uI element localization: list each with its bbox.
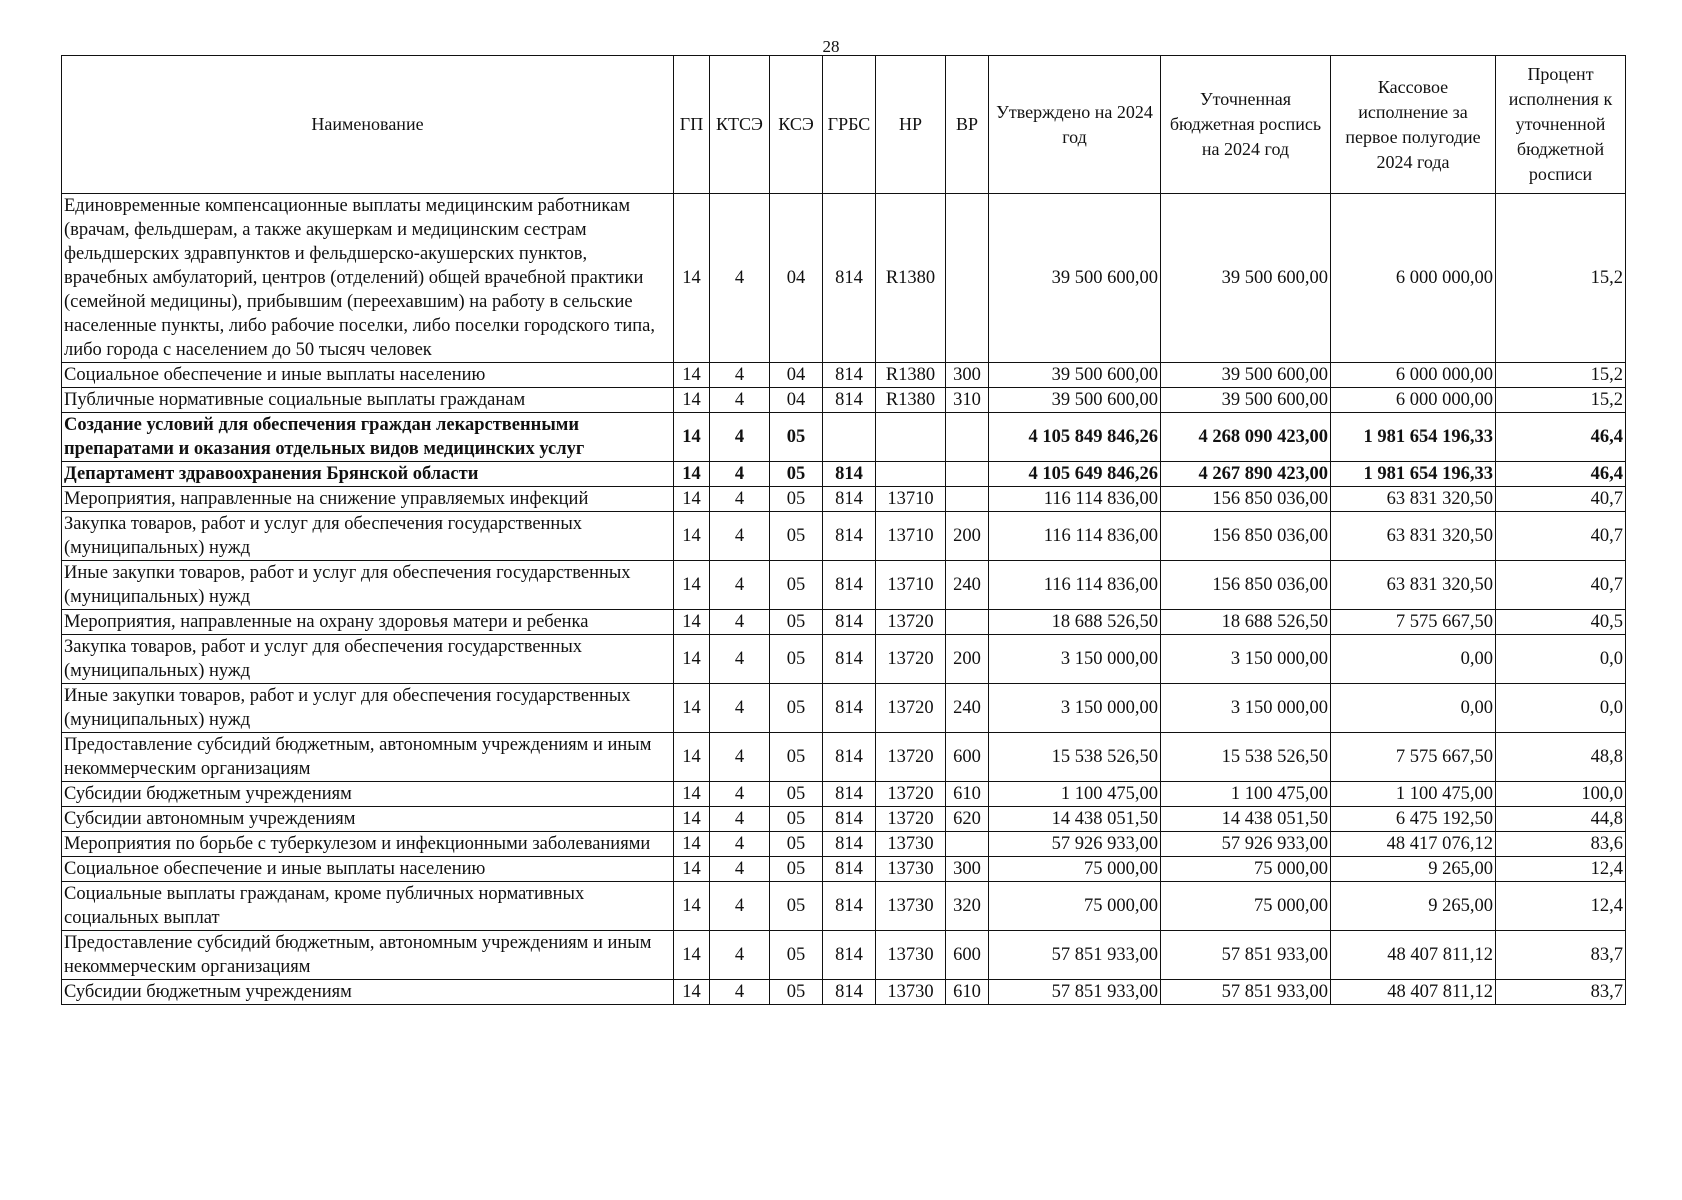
cell-cash: 7 575 667,50 xyxy=(1331,610,1496,635)
cell-approved: 39 500 600,00 xyxy=(989,388,1161,413)
cell-ktse: 4 xyxy=(710,980,770,1005)
cell-kse: 05 xyxy=(770,857,823,882)
cell-approved: 4 105 849 846,26 xyxy=(989,413,1161,462)
cell-cash: 1 100 475,00 xyxy=(1331,782,1496,807)
cell-gp: 14 xyxy=(674,684,710,733)
cell-gp: 14 xyxy=(674,561,710,610)
cell-approved: 14 438 051,50 xyxy=(989,807,1161,832)
cell-grbs: 814 xyxy=(823,462,876,487)
cell-ktse: 4 xyxy=(710,635,770,684)
cell-grbs: 814 xyxy=(823,635,876,684)
cell-refined: 4 268 090 423,00 xyxy=(1161,413,1331,462)
cell-cash: 1 981 654 196,33 xyxy=(1331,413,1496,462)
cell-refined: 57 926 933,00 xyxy=(1161,832,1331,857)
cell-vr: 300 xyxy=(946,363,989,388)
cell-name: Мероприятия, направленные на охрану здоровья матери и ребенка xyxy=(62,610,674,635)
cell-refined: 39 500 600,00 xyxy=(1161,363,1331,388)
table-row xyxy=(62,980,1626,1005)
cell-cash: 48 407 811,12 xyxy=(1331,931,1496,980)
column-header-grbs: ГРБС xyxy=(823,56,876,194)
cell-percent: 15,2 xyxy=(1496,388,1626,413)
cell-approved: 116 114 836,00 xyxy=(989,487,1161,512)
cell-percent: 83,7 xyxy=(1496,980,1626,1005)
cell-grbs: 814 xyxy=(823,512,876,561)
cell-nr: 13730 xyxy=(876,832,946,857)
cell-percent: 83,6 xyxy=(1496,832,1626,857)
cell-ktse: 4 xyxy=(710,462,770,487)
table-row xyxy=(62,733,1626,782)
cell-gp: 14 xyxy=(674,363,710,388)
cell-approved: 1 100 475,00 xyxy=(989,782,1161,807)
cell-name: Социальное обеспечение и иные выплаты населению xyxy=(62,857,674,882)
cell-grbs: 814 xyxy=(823,782,876,807)
column-header-percent: Процент исполнения к уточненной бюджетной росписи xyxy=(1496,56,1626,194)
cell-refined: 15 538 526,50 xyxy=(1161,733,1331,782)
cell-name: Единовременные компенсационные выплаты медицинским работникам (врачам, фельдшерам, а также акушеркам и медицинским сестрам фельдшерских здравпунктов и фельдшерско-акушерских пунктов, врачебных амбулаторий, центров (отделений) общей врачебной практики (семейной медицины), прибывшим (переехавшим) на работу в сельские населенные пункты, либо рабочие поселки, либо поселки городского типа, либо города с населением до 50 тысяч человек xyxy=(62,194,674,363)
cell-vr: 320 xyxy=(946,882,989,931)
cell-kse: 05 xyxy=(770,487,823,512)
cell-percent: 40,7 xyxy=(1496,512,1626,561)
table-row xyxy=(62,882,1626,931)
cell-kse: 05 xyxy=(770,462,823,487)
cell-approved: 39 500 600,00 xyxy=(989,194,1161,363)
cell-percent: 40,7 xyxy=(1496,561,1626,610)
cell-ktse: 4 xyxy=(710,363,770,388)
cell-refined: 156 850 036,00 xyxy=(1161,561,1331,610)
cell-ktse: 4 xyxy=(710,807,770,832)
cell-vr: 240 xyxy=(946,684,989,733)
cell-gp: 14 xyxy=(674,980,710,1005)
cell-ktse: 4 xyxy=(710,882,770,931)
cell-gp: 14 xyxy=(674,882,710,931)
cell-grbs: 814 xyxy=(823,388,876,413)
cell-nr: 13730 xyxy=(876,857,946,882)
cell-percent: 0,0 xyxy=(1496,684,1626,733)
cell-kse: 05 xyxy=(770,610,823,635)
cell-approved: 75 000,00 xyxy=(989,857,1161,882)
cell-ktse: 4 xyxy=(710,413,770,462)
cell-gp: 14 xyxy=(674,832,710,857)
cell-percent: 12,4 xyxy=(1496,882,1626,931)
cell-refined: 57 851 933,00 xyxy=(1161,931,1331,980)
cell-gp: 14 xyxy=(674,931,710,980)
budget-execution-table xyxy=(61,55,1626,1005)
cell-percent: 83,7 xyxy=(1496,931,1626,980)
cell-refined: 4 267 890 423,00 xyxy=(1161,462,1331,487)
cell-approved: 39 500 600,00 xyxy=(989,363,1161,388)
cell-percent: 48,8 xyxy=(1496,733,1626,782)
cell-vr xyxy=(946,832,989,857)
cell-gp: 14 xyxy=(674,512,710,561)
cell-nr: 13730 xyxy=(876,980,946,1005)
cell-ktse: 4 xyxy=(710,610,770,635)
cell-nr: R1380 xyxy=(876,194,946,363)
cell-refined: 75 000,00 xyxy=(1161,857,1331,882)
cell-approved: 57 926 933,00 xyxy=(989,832,1161,857)
cell-refined: 156 850 036,00 xyxy=(1161,512,1331,561)
cell-kse: 05 xyxy=(770,807,823,832)
cell-name: Закупка товаров, работ и услуг для обеспечения государственных (муниципальных) нужд xyxy=(62,512,674,561)
cell-nr: 13720 xyxy=(876,635,946,684)
table-row xyxy=(62,561,1626,610)
column-header-vr: ВР xyxy=(946,56,989,194)
cell-vr: 300 xyxy=(946,857,989,882)
cell-nr: R1380 xyxy=(876,363,946,388)
cell-name: Предоставление субсидий бюджетным, автономным учреждениям и иным некоммерческим организациям xyxy=(62,931,674,980)
cell-gp: 14 xyxy=(674,807,710,832)
cell-ktse: 4 xyxy=(710,487,770,512)
cell-kse: 05 xyxy=(770,684,823,733)
header-row xyxy=(62,56,1626,194)
cell-cash: 1 981 654 196,33 xyxy=(1331,462,1496,487)
cell-percent: 0,0 xyxy=(1496,635,1626,684)
cell-kse: 04 xyxy=(770,363,823,388)
table-row xyxy=(62,388,1626,413)
column-header-ktse: КТСЭ xyxy=(710,56,770,194)
cell-nr xyxy=(876,413,946,462)
table-row xyxy=(62,931,1626,980)
cell-approved: 15 538 526,50 xyxy=(989,733,1161,782)
table-row xyxy=(62,512,1626,561)
cell-name: Социальные выплаты гражданам, кроме публичных нормативных социальных выплат xyxy=(62,882,674,931)
table-row xyxy=(62,462,1626,487)
cell-grbs: 814 xyxy=(823,980,876,1005)
cell-gp: 14 xyxy=(674,610,710,635)
cell-name: Социальное обеспечение и иные выплаты населению xyxy=(62,363,674,388)
cell-cash: 0,00 xyxy=(1331,684,1496,733)
cell-refined: 14 438 051,50 xyxy=(1161,807,1331,832)
cell-nr: 13710 xyxy=(876,512,946,561)
cell-approved: 116 114 836,00 xyxy=(989,512,1161,561)
table-row xyxy=(62,782,1626,807)
cell-gp: 14 xyxy=(674,462,710,487)
cell-kse: 05 xyxy=(770,512,823,561)
cell-percent: 15,2 xyxy=(1496,363,1626,388)
cell-grbs: 814 xyxy=(823,194,876,363)
cell-vr: 200 xyxy=(946,512,989,561)
table-row xyxy=(62,807,1626,832)
cell-kse: 04 xyxy=(770,388,823,413)
cell-grbs: 814 xyxy=(823,807,876,832)
cell-name: Закупка товаров, работ и услуг для обеспечения государственных (муниципальных) нужд xyxy=(62,635,674,684)
page-number: 28 xyxy=(822,37,840,56)
cell-nr xyxy=(876,462,946,487)
table-row xyxy=(62,857,1626,882)
cell-nr: 13730 xyxy=(876,882,946,931)
cell-percent: 40,5 xyxy=(1496,610,1626,635)
cell-refined: 39 500 600,00 xyxy=(1161,388,1331,413)
cell-vr: 600 xyxy=(946,733,989,782)
cell-cash: 7 575 667,50 xyxy=(1331,733,1496,782)
table-row xyxy=(62,413,1626,462)
cell-ktse: 4 xyxy=(710,931,770,980)
cell-cash: 0,00 xyxy=(1331,635,1496,684)
cell-name: Создание условий для обеспечения граждан лекарственными препаратами и оказания отдельных видов медицинских услуг xyxy=(62,413,674,462)
column-header-nr: НР xyxy=(876,56,946,194)
cell-ktse: 4 xyxy=(710,733,770,782)
cell-gp: 14 xyxy=(674,194,710,363)
cell-nr: 13710 xyxy=(876,561,946,610)
cell-vr xyxy=(946,610,989,635)
cell-cash: 48 417 076,12 xyxy=(1331,832,1496,857)
cell-approved: 4 105 649 846,26 xyxy=(989,462,1161,487)
cell-percent: 15,2 xyxy=(1496,194,1626,363)
cell-nr: 13710 xyxy=(876,487,946,512)
cell-kse: 05 xyxy=(770,931,823,980)
cell-nr: 13720 xyxy=(876,610,946,635)
cell-vr: 610 xyxy=(946,980,989,1005)
cell-name: Субсидии автономным учреждениям xyxy=(62,807,674,832)
cell-gp: 14 xyxy=(674,487,710,512)
cell-name: Мероприятия, направленные на снижение управляемых инфекций xyxy=(62,487,674,512)
cell-grbs: 814 xyxy=(823,882,876,931)
cell-nr: 13730 xyxy=(876,931,946,980)
cell-refined: 18 688 526,50 xyxy=(1161,610,1331,635)
cell-grbs: 814 xyxy=(823,733,876,782)
cell-cash: 48 407 811,12 xyxy=(1331,980,1496,1005)
cell-ktse: 4 xyxy=(710,684,770,733)
cell-cash: 63 831 320,50 xyxy=(1331,561,1496,610)
cell-grbs: 814 xyxy=(823,684,876,733)
cell-grbs: 814 xyxy=(823,857,876,882)
cell-gp: 14 xyxy=(674,635,710,684)
cell-cash: 6 000 000,00 xyxy=(1331,363,1496,388)
table-row xyxy=(62,684,1626,733)
cell-grbs: 814 xyxy=(823,610,876,635)
cell-grbs: 814 xyxy=(823,931,876,980)
column-header-approved: Утверждено на 2024 год xyxy=(989,56,1161,194)
cell-nr: 13720 xyxy=(876,782,946,807)
cell-approved: 57 851 933,00 xyxy=(989,980,1161,1005)
cell-approved: 18 688 526,50 xyxy=(989,610,1161,635)
cell-ktse: 4 xyxy=(710,832,770,857)
cell-refined: 57 851 933,00 xyxy=(1161,980,1331,1005)
cell-vr xyxy=(946,413,989,462)
cell-refined: 1 100 475,00 xyxy=(1161,782,1331,807)
cell-percent: 100,0 xyxy=(1496,782,1626,807)
cell-name: Иные закупки товаров, работ и услуг для обеспечения государственных (муниципальных) нужд xyxy=(62,684,674,733)
cell-refined: 156 850 036,00 xyxy=(1161,487,1331,512)
cell-vr: 240 xyxy=(946,561,989,610)
cell-vr: 600 xyxy=(946,931,989,980)
cell-name: Субсидии бюджетным учреждениям xyxy=(62,980,674,1005)
cell-percent: 44,8 xyxy=(1496,807,1626,832)
cell-refined: 39 500 600,00 xyxy=(1161,194,1331,363)
table-row xyxy=(62,832,1626,857)
cell-cash: 6 000 000,00 xyxy=(1331,388,1496,413)
cell-name: Мероприятия по борьбе с туберкулезом и инфекционными заболеваниями xyxy=(62,832,674,857)
cell-kse: 05 xyxy=(770,980,823,1005)
column-header-kse: КСЭ xyxy=(770,56,823,194)
cell-cash: 9 265,00 xyxy=(1331,882,1496,931)
cell-gp: 14 xyxy=(674,388,710,413)
cell-ktse: 4 xyxy=(710,782,770,807)
table-row xyxy=(62,610,1626,635)
cell-gp: 14 xyxy=(674,413,710,462)
cell-approved: 3 150 000,00 xyxy=(989,684,1161,733)
cell-percent: 46,4 xyxy=(1496,413,1626,462)
cell-vr: 200 xyxy=(946,635,989,684)
cell-kse: 05 xyxy=(770,782,823,807)
cell-gp: 14 xyxy=(674,857,710,882)
cell-percent: 40,7 xyxy=(1496,487,1626,512)
cell-nr: 13720 xyxy=(876,733,946,782)
cell-grbs: 814 xyxy=(823,832,876,857)
cell-approved: 75 000,00 xyxy=(989,882,1161,931)
cell-name: Департамент здравоохранения Брянской области xyxy=(62,462,674,487)
cell-kse: 05 xyxy=(770,635,823,684)
cell-name: Публичные нормативные социальные выплаты гражданам xyxy=(62,388,674,413)
cell-approved: 116 114 836,00 xyxy=(989,561,1161,610)
cell-gp: 14 xyxy=(674,733,710,782)
cell-refined: 3 150 000,00 xyxy=(1161,684,1331,733)
cell-ktse: 4 xyxy=(710,388,770,413)
cell-vr: 610 xyxy=(946,782,989,807)
cell-cash: 63 831 320,50 xyxy=(1331,512,1496,561)
table-row xyxy=(62,487,1626,512)
table-row xyxy=(62,194,1626,363)
cell-name: Иные закупки товаров, работ и услуг для обеспечения государственных (муниципальных) нужд xyxy=(62,561,674,610)
cell-refined: 75 000,00 xyxy=(1161,882,1331,931)
cell-percent: 46,4 xyxy=(1496,462,1626,487)
cell-ktse: 4 xyxy=(710,512,770,561)
cell-grbs xyxy=(823,413,876,462)
cell-cash: 63 831 320,50 xyxy=(1331,487,1496,512)
cell-vr: 310 xyxy=(946,388,989,413)
cell-cash: 6 000 000,00 xyxy=(1331,194,1496,363)
table-body xyxy=(62,194,1626,1005)
cell-grbs: 814 xyxy=(823,561,876,610)
cell-nr: 13720 xyxy=(876,807,946,832)
cell-grbs: 814 xyxy=(823,363,876,388)
cell-kse: 05 xyxy=(770,832,823,857)
cell-nr: R1380 xyxy=(876,388,946,413)
cell-cash: 9 265,00 xyxy=(1331,857,1496,882)
cell-vr xyxy=(946,462,989,487)
cell-kse: 05 xyxy=(770,561,823,610)
cell-kse: 05 xyxy=(770,733,823,782)
cell-kse: 05 xyxy=(770,882,823,931)
cell-cash: 6 475 192,50 xyxy=(1331,807,1496,832)
cell-kse: 05 xyxy=(770,413,823,462)
cell-vr xyxy=(946,194,989,363)
column-header-name: Наименование xyxy=(62,56,674,194)
column-header-refined: Уточненная бюджетная роспись на 2024 год xyxy=(1161,56,1331,194)
cell-ktse: 4 xyxy=(710,857,770,882)
cell-gp: 14 xyxy=(674,782,710,807)
cell-vr xyxy=(946,487,989,512)
cell-kse: 04 xyxy=(770,194,823,363)
cell-name: Субсидии бюджетным учреждениям xyxy=(62,782,674,807)
cell-percent: 12,4 xyxy=(1496,857,1626,882)
cell-nr: 13720 xyxy=(876,684,946,733)
cell-approved: 57 851 933,00 xyxy=(989,931,1161,980)
table-row xyxy=(62,635,1626,684)
cell-ktse: 4 xyxy=(710,561,770,610)
cell-grbs: 814 xyxy=(823,487,876,512)
cell-name: Предоставление субсидий бюджетным, автономным учреждениям и иным некоммерческим организациям xyxy=(62,733,674,782)
column-header-gp: ГП xyxy=(674,56,710,194)
cell-ktse: 4 xyxy=(710,194,770,363)
table-row xyxy=(62,363,1626,388)
column-header-cash: Кассовое исполнение за первое полугодие 2024 года xyxy=(1331,56,1496,194)
cell-vr: 620 xyxy=(946,807,989,832)
cell-approved: 3 150 000,00 xyxy=(989,635,1161,684)
cell-refined: 3 150 000,00 xyxy=(1161,635,1331,684)
